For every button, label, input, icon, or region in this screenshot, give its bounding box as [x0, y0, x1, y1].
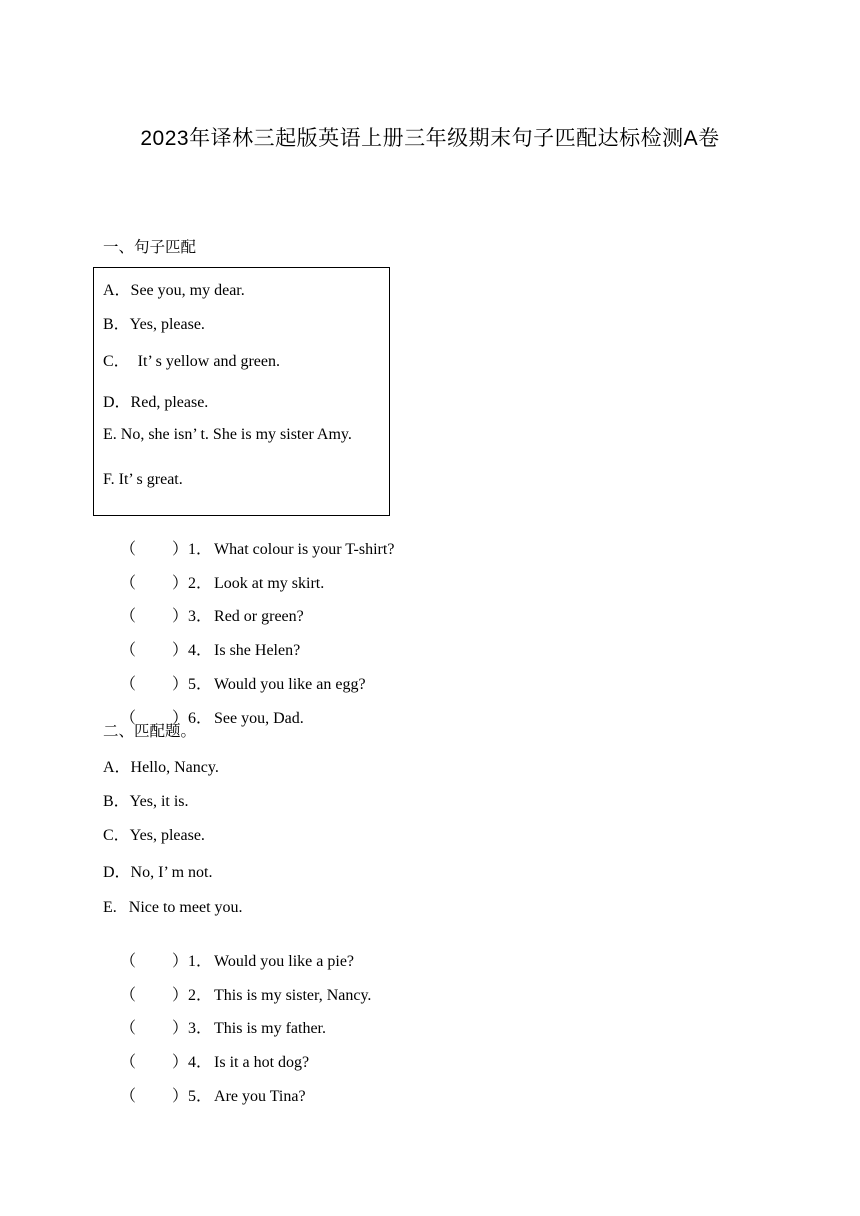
question-item: （ ）3． Red or green? [112, 585, 304, 626]
question-item: （ ）4． Is it a hot dog? [112, 1031, 309, 1072]
answer-blank-open[interactable]: （ [120, 676, 137, 693]
answer-blank-open[interactable]: （ [120, 1054, 137, 1071]
option-a: A．See you, my dear. [103, 282, 245, 299]
question-item: （ ）2． Look at my skirt. [112, 552, 324, 593]
question-text: Look at my skirt. [214, 575, 325, 592]
answer-blank-open[interactable]: （ [120, 987, 137, 1004]
option-d: D．No, I’ m not. [103, 864, 213, 881]
question-item: （ ）5． Are you Tina? [112, 1065, 306, 1106]
question-text: Would you like a pie? [214, 953, 355, 970]
question-item: （ ）1． What colour is your T-shirt? [112, 518, 394, 559]
answer-blank-open[interactable]: （ [120, 642, 137, 659]
option-c: C． It’ s yellow and green. [103, 353, 280, 370]
page-title: 2023年译林三起版英语上册三年级期末句子匹配达标检测A卷 [140, 127, 720, 150]
option-f: F. It’ s great. [103, 471, 183, 488]
question-text: This is my father. [214, 1020, 326, 1037]
option-d: D．Red, please. [103, 394, 209, 411]
answer-blank-open[interactable]: （ [120, 953, 137, 970]
option-c: C．Yes, please. [103, 827, 205, 844]
answer-blank-open[interactable]: （ [120, 575, 137, 592]
question-text: Red or green? [214, 608, 304, 625]
question-item: （ ）6． See you, Dad. [112, 687, 304, 728]
question-item: （ ）5． Would you like an egg? [112, 653, 366, 694]
question-text: Would you like an egg? [214, 676, 366, 693]
question-text: See you, Dad. [214, 710, 304, 727]
question-item: （ ）2． This is my sister, Nancy. [112, 964, 371, 1005]
section2-heading: 二、匹配题。 [103, 722, 197, 740]
option-a: A．Hello, Nancy. [103, 759, 219, 776]
question-item: （ ）1． Would you like a pie? [112, 930, 354, 971]
option-e: E. Nice to meet you. [103, 899, 243, 916]
answer-blank-open[interactable]: （ [120, 710, 137, 727]
question-text: What colour is your T-shirt? [214, 541, 395, 558]
question-text: Is she Helen? [214, 642, 301, 659]
question-item: （ ）4． Is she Helen? [112, 619, 300, 660]
question-text: Are you Tina? [214, 1088, 306, 1105]
question-text: Is it a hot dog? [214, 1054, 310, 1071]
question-text: This is my sister, Nancy. [214, 987, 372, 1004]
answer-blank-open[interactable]: （ [120, 1020, 137, 1037]
answer-blank-open[interactable]: （ [120, 541, 137, 558]
answer-blank-open[interactable]: （ [120, 1088, 137, 1105]
option-e: E. No, she isn’ t. She is my sister Amy. [103, 426, 352, 443]
option-b: B．Yes, it is. [103, 793, 189, 810]
answer-blank-open[interactable]: （ [120, 608, 137, 625]
option-b: B．Yes, please. [103, 316, 205, 333]
section1-heading: 一、句子匹配 [103, 238, 197, 256]
question-item: （ ）3． This is my father. [112, 997, 326, 1038]
